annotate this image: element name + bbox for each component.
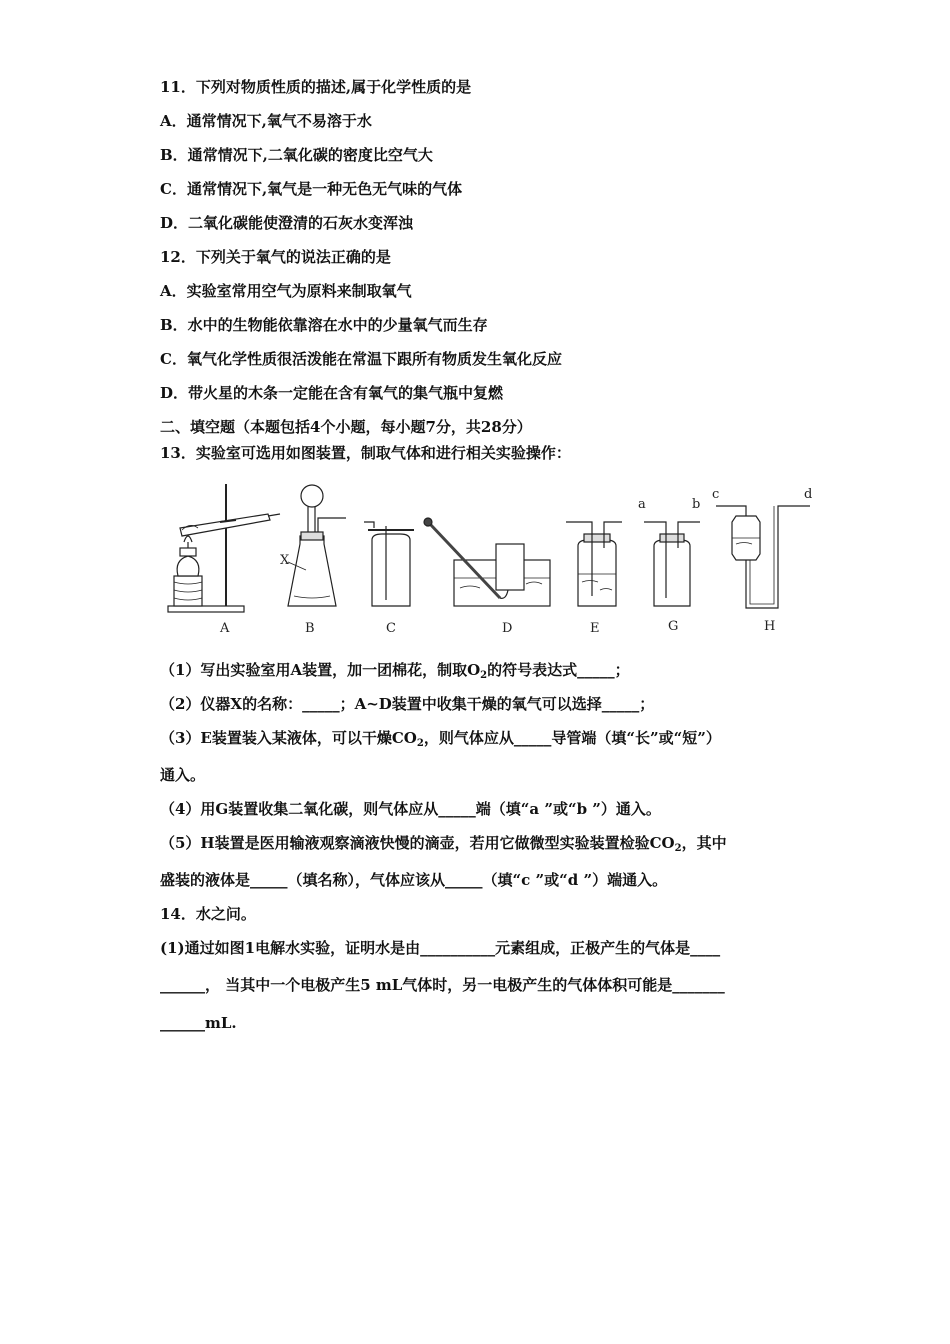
q13-part4: （4）用G装置收集二氧化碳，则气体应从_____端（填“a ”或“b ”）通入。 <box>160 800 661 818</box>
apparatus-d <box>424 518 550 606</box>
q11-stem: 11．下列对物质性质的描述,属于化学性质的是 <box>160 78 472 96</box>
q13-part1: （1）写出实验室用A装置，加一团棉花，制取$O_2$的符号表达式_____； <box>160 661 630 681</box>
q13-part3: （3）E装置装入某液体，可以干燥$CO_2$，则气体应从_____导管端（填“长”或“短”） <box>160 729 721 749</box>
label-c: C <box>386 621 396 636</box>
apparatus-b <box>288 485 346 606</box>
apparatus-h <box>712 487 812 608</box>
q12-option-c: C．氧气化学性质很活泼能在常温下跟所有物质发生氧化反应 <box>160 350 562 368</box>
q11-option-c: C．通常情况下,氧气是一种无色无气味的气体 <box>160 180 463 198</box>
apparatus-e <box>566 522 622 606</box>
svg-text:c: c <box>712 487 720 502</box>
apparatus-figure <box>160 478 820 640</box>
label-x: X <box>280 553 290 568</box>
label-g: G <box>668 619 679 634</box>
label-a: A <box>220 621 230 636</box>
label-d: D <box>502 621 513 636</box>
section-heading: 二、填空题（本题包括4个小题，每小题7分，共28分） <box>160 418 532 436</box>
q12-option-b: B．水中的生物能依靠溶在水中的少量氧气而生存 <box>160 316 488 334</box>
apparatus-g <box>638 497 700 606</box>
q14-part1-cont: ______， 当其中一个电极产生5 mL气体时，另一电极产生的气体体积可能是_______ <box>160 976 725 994</box>
q11-option-a: A．通常情况下,氧气不易溶于水 <box>160 112 372 130</box>
label-b: B <box>305 621 315 636</box>
apparatus-a <box>168 484 280 612</box>
q13-part5-cont: 盛装的液体是_____（填名称），气体应该从_____（填“c ”或“d ”）端通入。 <box>160 871 668 889</box>
q14-stem: 14．水之问。 <box>160 905 256 923</box>
q14-part1-end: ______mL. <box>160 1014 237 1032</box>
q13-part2: （2）仪器X的名称：_____；A~D装置中收集干燥的氧气可以选择_____； <box>160 695 655 713</box>
q12-option-d: D．带火星的木条一定能在含有氧气的集气瓶中复燃 <box>160 384 504 402</box>
apparatus-c <box>364 522 414 606</box>
q13-stem: 13．实验室可选用如图装置，制取气体和进行相关实验操作： <box>160 444 571 462</box>
q13-part3-cont: 通入。 <box>160 766 206 784</box>
q11-option-d: D．二氧化碳能使澄清的石灰水变浑浊 <box>160 214 414 232</box>
q13-part5: （5）H装置是医用输液观察滴液快慢的滴壶，若用它做微型实验装置检验$CO_2$，其中 <box>160 834 727 854</box>
svg-text:a: a <box>638 497 646 512</box>
svg-text:d: d <box>804 487 813 502</box>
label-h: H <box>764 619 776 634</box>
label-e: E <box>590 621 600 636</box>
svg-text:b: b <box>692 497 701 512</box>
q11-option-b: B．通常情况下,二氧化碳的密度比空气大 <box>160 146 433 164</box>
q12-stem: 12．下列关于氧气的说法正确的是 <box>160 248 391 266</box>
q12-option-a: A．实验室常用空气为原料来制取氧气 <box>160 282 412 300</box>
q14-part1: (1)通过如图1电解水实验，证明水是由__________元素组成，正极产生的气体是____ <box>160 939 721 957</box>
